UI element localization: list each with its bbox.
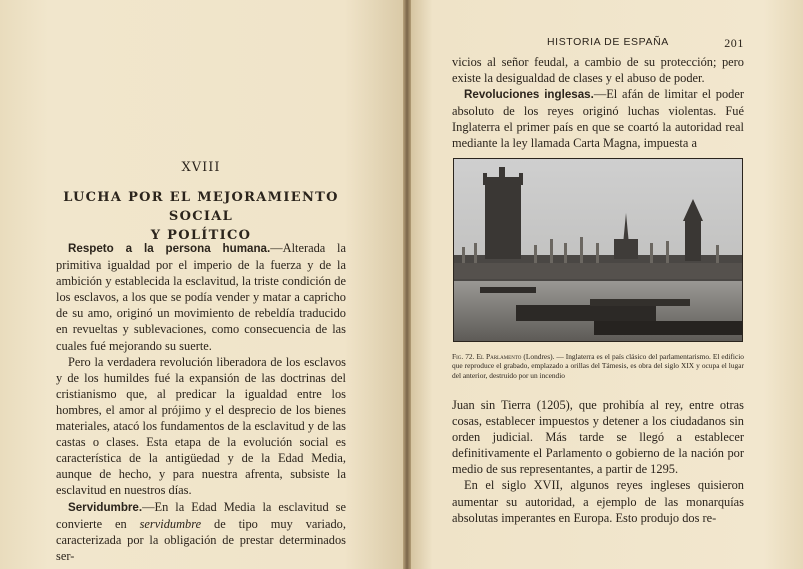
paragraph-revoluciones	[452, 86, 744, 151]
right-bottom-text	[452, 397, 744, 526]
right-top-text	[452, 54, 744, 152]
paragraph-text: de tipo muy variado, caracterizada por la obligación de prestar determinados ser-	[56, 516, 346, 563]
paragraph-juan-sin-tierra: Juan sin Tierra (1205), que prohibía al rey, entre otras cosas, establecer impuestos y detener a los ciudadanos sin orden judicial. Más tarde se llegó a establecer definitivamente el Parlamento o gobierno de la nación por medio de sus representantes, a partir de 1295.	[452, 398, 744, 477]
paragraph-servidumbre	[56, 499, 346, 564]
figure-caption	[452, 352, 744, 380]
parliament-engraving	[453, 158, 743, 342]
paragraph-revolucion: Pero la verdadera revolución liberadora de los esclavos y de los humildes fué la expansión de las doctrinas del cristianismo que, al predicar la igualdad entre los hombres, el amor al prójimo y el desprecio de los bienes materiales, atacó los fundamentos de la esclavitud y de las castas o clases. Esta etapa de la evolución social es característica de la antigüedad y de la Edad Media, aunque de hecho, y para nuestra afrenta, subsiste la esclavitud en nuestros días.	[56, 354, 346, 498]
continued-paragraph: vicios al señor feudal, a cambio de su protección; pero existe la desigualdad de clases y el abuso de poder.	[452, 55, 744, 86]
chapter-number: XVIII	[181, 160, 221, 175]
chapter-title-line2: Y POLÍTICO	[150, 228, 252, 243]
paragraph-text: —Alterada la primitiva igualdad por el imperio de la fuerza y de la ambición y establecida la esclavitud, la triste condición de los esclavos, a los que se podía vender y matar a capricho de su amo, originó un movimiento de rebeldía traducido en revueltas y sublevaciones, como consecuencia de las cuales fué mejorando su suerte.	[56, 241, 346, 353]
page-number: 201	[724, 36, 744, 50]
paragraph-siglo-xvii: En el siglo XVII, algunos reyes ingleses quisieron aumentar su autoridad, a ejemplo de las monarquías absolutas imperantes en Europa. Esto produjo dos re-	[452, 478, 744, 525]
book-gutter	[403, 0, 411, 569]
chapter-title	[56, 188, 346, 245]
paragraph-heading: Revoluciones inglesas.	[464, 88, 594, 102]
running-header	[452, 36, 744, 50]
paragraph-text: —El afán de limitar el poder absoluto de los reyes originó luchas violentas. Fué Inglaterra el primer país en que se coartó la autoridad real mediante la ley llamada Carta Magna, impuesta a	[452, 87, 744, 151]
paragraph-respeto	[56, 240, 346, 354]
italic-term: servidumbre	[139, 516, 202, 531]
paragraph-heading: Respeto a la persona humana.	[68, 242, 271, 255]
paragraph-text: —En la Edad Media la esclavitud se convierte en	[56, 499, 346, 531]
figure-label: Fig. 72. El Parlamento	[452, 352, 522, 361]
chapter-title-line1: LUCHA POR EL MEJORAMIENTO SOCIAL	[63, 190, 339, 224]
paragraph-heading: Servidumbre.	[68, 500, 143, 514]
parliament-illustration	[454, 159, 742, 341]
caption-text: (Londres). — Inglaterra es el país clásico del parlamentarismo. El edificio que reproduce el grabado, emplazado a orillas del Támesis, es obra del siglo XIX y ocupa el lugar del anterior, destruido por un incendio	[452, 352, 744, 380]
running-title: HISTORIA DE ESPAÑA	[547, 36, 669, 48]
left-body-text	[56, 240, 346, 564]
